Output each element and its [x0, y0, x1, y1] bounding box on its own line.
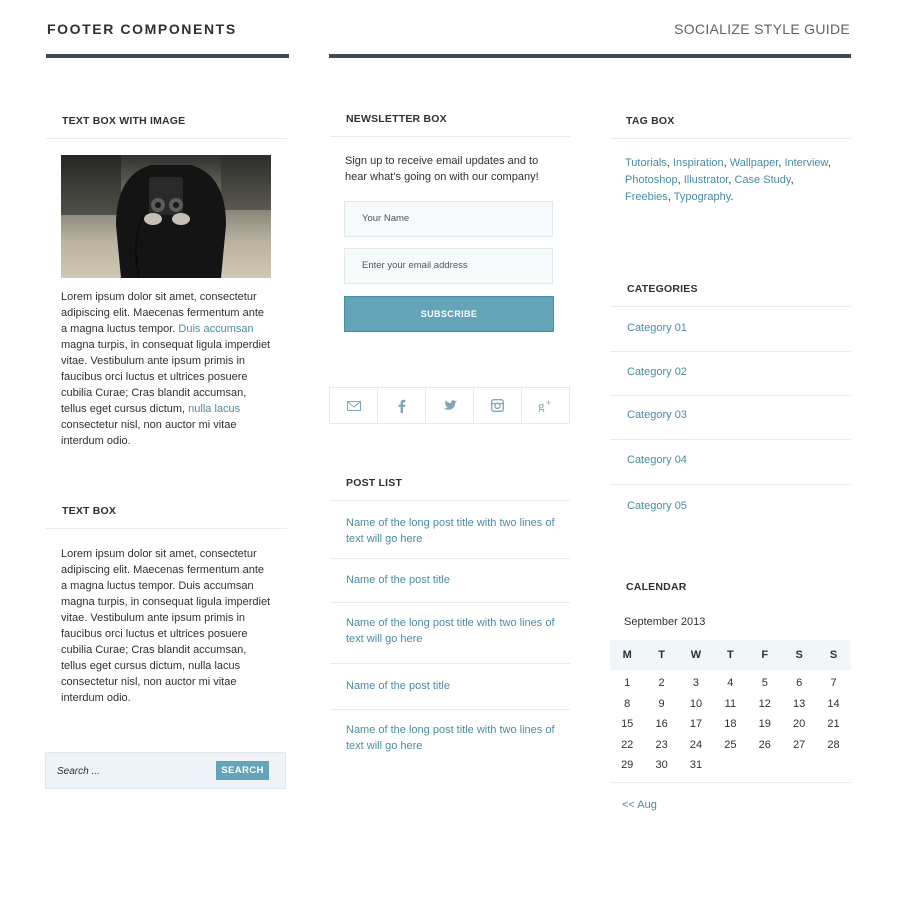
divider: [330, 709, 570, 710]
calendar-day[interactable]: 29: [621, 759, 634, 771]
instagram-icon[interactable]: [474, 388, 522, 423]
calendar-week: [610, 677, 851, 698]
calendar-day[interactable]: 8: [624, 697, 631, 710]
calendar-day[interactable]: 20: [793, 718, 806, 730]
divider: [330, 602, 570, 603]
body-text: consectetur nisl, non auctor mi vitae interdum odio.: [61, 419, 237, 447]
calendar-day[interactable]: 21: [827, 718, 840, 730]
calendar-day: [748, 759, 782, 780]
tag-box-heading: TAG BOX: [626, 115, 675, 127]
text-box-image-heading: TEXT BOX WITH IMAGE: [62, 115, 186, 127]
divider: [610, 306, 851, 307]
divider: [330, 500, 570, 501]
calendar-day[interactable]: 4: [727, 677, 734, 689]
search-input[interactable]: Search ...: [57, 766, 100, 777]
text-box-heading: TEXT BOX: [62, 505, 117, 517]
weekday-label: M: [622, 649, 632, 661]
calendar-day: [713, 759, 747, 780]
category-link[interactable]: Category 03: [627, 409, 687, 421]
calendar-day[interactable]: 13: [793, 697, 806, 710]
divider: [330, 663, 570, 664]
text-box-body: Lorem ipsum dolor sit amet, consectetur adipiscing elit. Maecenas fermentum ante a magna luctus tempor. Duis accumsan magna turpis, in consequat ligula imperdiet vitae. Vestibulum ante ipsum primis in faucibus orci luctus et ultrices posuere cubilia Curae; Cras blandit accumsan, tellus eget cursus dictum, nulla lacus consectetur nisl, non auctor mi vitae interdum odio.: [61, 548, 271, 704]
tag-link[interactable]: Wallpaper: [729, 157, 779, 169]
tag-link[interactable]: Photoshop: [625, 174, 678, 186]
body-text: Lorem ipsum dolor sit amet, consectetur adipiscing elit. Maecenas fermentum ante a magna luctus tempor.: [61, 291, 264, 335]
header-divider-right: [329, 54, 851, 58]
google-plus-icon[interactable]: [522, 388, 569, 423]
email-field[interactable]: Enter your email address: [344, 248, 553, 284]
tag-link[interactable]: Inspiration: [672, 157, 724, 169]
twitter-icon[interactable]: [426, 388, 474, 423]
calendar-day[interactable]: 30: [655, 759, 668, 771]
page-title: FOOTER COMPONENTS: [47, 21, 237, 37]
weekday-label: W: [690, 649, 702, 661]
calendar-day[interactable]: 24: [689, 738, 703, 751]
calendar-day[interactable]: 14: [827, 697, 840, 710]
header-divider-left: [46, 54, 289, 58]
calendar-day[interactable]: 7: [830, 677, 837, 689]
calendar-day: [816, 759, 850, 780]
calendar-week: [610, 759, 851, 780]
tag-list: Tutorials, Inspiration, Wallpaper, Interview, Photoshop, Illustrator, Case Study, Freebies, Typography.: [625, 157, 831, 203]
calendar-day[interactable]: 9: [658, 697, 665, 710]
calendar-day[interactable]: 18: [724, 718, 737, 730]
divider: [610, 439, 851, 440]
category-link[interactable]: Category 02: [627, 366, 687, 378]
svg-text:+: +: [545, 399, 551, 408]
tag-link[interactable]: Tutorials: [625, 157, 667, 169]
text-box-image-body: [61, 289, 273, 449]
email-icon[interactable]: [330, 388, 378, 423]
divider: [610, 351, 851, 352]
divider: [46, 138, 287, 139]
calendar-weekdays: [610, 649, 851, 670]
camera-photo-illustration: [61, 155, 271, 278]
camera-photo: [61, 155, 271, 278]
calendar-day[interactable]: 26: [758, 738, 771, 751]
calendar-heading: CALENDAR: [626, 581, 687, 593]
calendar-month: September 2013: [624, 616, 706, 628]
divider: [610, 138, 851, 139]
post-link[interactable]: Name of the long post title with two lines of text will go here: [346, 617, 555, 645]
calendar-week: [610, 739, 851, 760]
tag-link[interactable]: Interview: [784, 157, 828, 169]
post-list-heading: POST LIST: [346, 477, 403, 489]
newsletter-heading: NEWSLETTER BOX: [346, 113, 447, 125]
inline-link-nulla-lacus[interactable]: nulla lacus: [188, 403, 241, 415]
weekday-label: T: [658, 649, 665, 661]
tag-link[interactable]: Illustrator: [683, 174, 729, 186]
search-button[interactable]: SEARCH: [216, 761, 269, 780]
weekday-label: T: [727, 649, 734, 661]
category-link[interactable]: Category 05: [627, 500, 687, 512]
calendar-day[interactable]: 23: [655, 738, 668, 751]
calendar-day[interactable]: 10: [689, 697, 703, 710]
calendar-day[interactable]: 2: [658, 677, 665, 689]
body-text: magna turpis, in consequat ligula imperdiet vitae. Vestibulum ante ipsum primis in faucibus orci luctus et ultrices posuere cubilia Curae; Cras blandit accumsan, tellus eget cursus dictum,: [61, 339, 271, 415]
weekday-label: F: [761, 649, 769, 661]
calendar-day[interactable]: 12: [758, 697, 771, 710]
calendar-day[interactable]: 19: [758, 718, 771, 730]
calendar-day[interactable]: 17: [689, 718, 703, 730]
divider: [330, 136, 570, 137]
facebook-icon[interactable]: [378, 388, 426, 423]
post-link[interactable]: Name of the post title: [346, 680, 450, 692]
post-link[interactable]: Name of the post title: [346, 574, 450, 586]
calendar-day: [782, 759, 816, 780]
post-link[interactable]: Name of the long post title with two lines of text will go here: [346, 517, 555, 545]
categories-heading: CATEGORIES: [627, 283, 698, 295]
category-link[interactable]: Category 04: [627, 454, 687, 466]
weekday-label: S: [829, 649, 838, 661]
divider: [610, 395, 851, 396]
category-link[interactable]: Category 01: [627, 322, 687, 334]
tag-link[interactable]: Typography: [673, 191, 731, 203]
calendar-week: [610, 718, 851, 739]
weekday-label: S: [795, 649, 803, 661]
style-guide-title: SOCIALIZE STYLE GUIDE: [674, 21, 850, 37]
tag-link[interactable]: Case Study: [734, 174, 791, 186]
newsletter-intro: Sign up to receive email updates and to hear what’s going on with our company!: [345, 155, 539, 183]
calendar-day[interactable]: 6: [796, 677, 803, 689]
divider: [46, 528, 287, 529]
calendar-prev-month-link[interactable]: << Aug: [622, 799, 657, 811]
divider: [610, 484, 851, 485]
calendar-day[interactable]: 15: [621, 718, 634, 730]
calendar-day[interactable]: 31: [689, 759, 703, 771]
tag-link[interactable]: Freebies: [625, 191, 668, 203]
calendar-day[interactable]: 5: [761, 677, 768, 689]
social-links: [329, 387, 570, 424]
calendar-day[interactable]: 25: [724, 738, 737, 751]
calendar-week: [610, 698, 851, 719]
calendar-day[interactable]: 3: [692, 677, 700, 689]
calendar-days: [610, 677, 851, 780]
post-link[interactable]: Name of the long post title with two lines of text will go here: [346, 724, 555, 752]
divider: [330, 558, 570, 559]
calendar-day[interactable]: 27: [793, 738, 806, 751]
name-field[interactable]: Your Name: [344, 201, 553, 237]
calendar-day[interactable]: 11: [724, 697, 737, 710]
subscribe-button[interactable]: SUBSCRIBE: [344, 296, 554, 332]
calendar-day[interactable]: 1: [624, 677, 631, 689]
inline-link-duis-accumsan[interactable]: Duis accumsan: [178, 323, 254, 335]
calendar-day[interactable]: 16: [655, 718, 668, 730]
svg-text:g: g: [537, 399, 544, 412]
calendar-day[interactable]: 28: [827, 738, 840, 751]
calendar-day[interactable]: 22: [621, 738, 634, 751]
divider: [610, 782, 851, 783]
